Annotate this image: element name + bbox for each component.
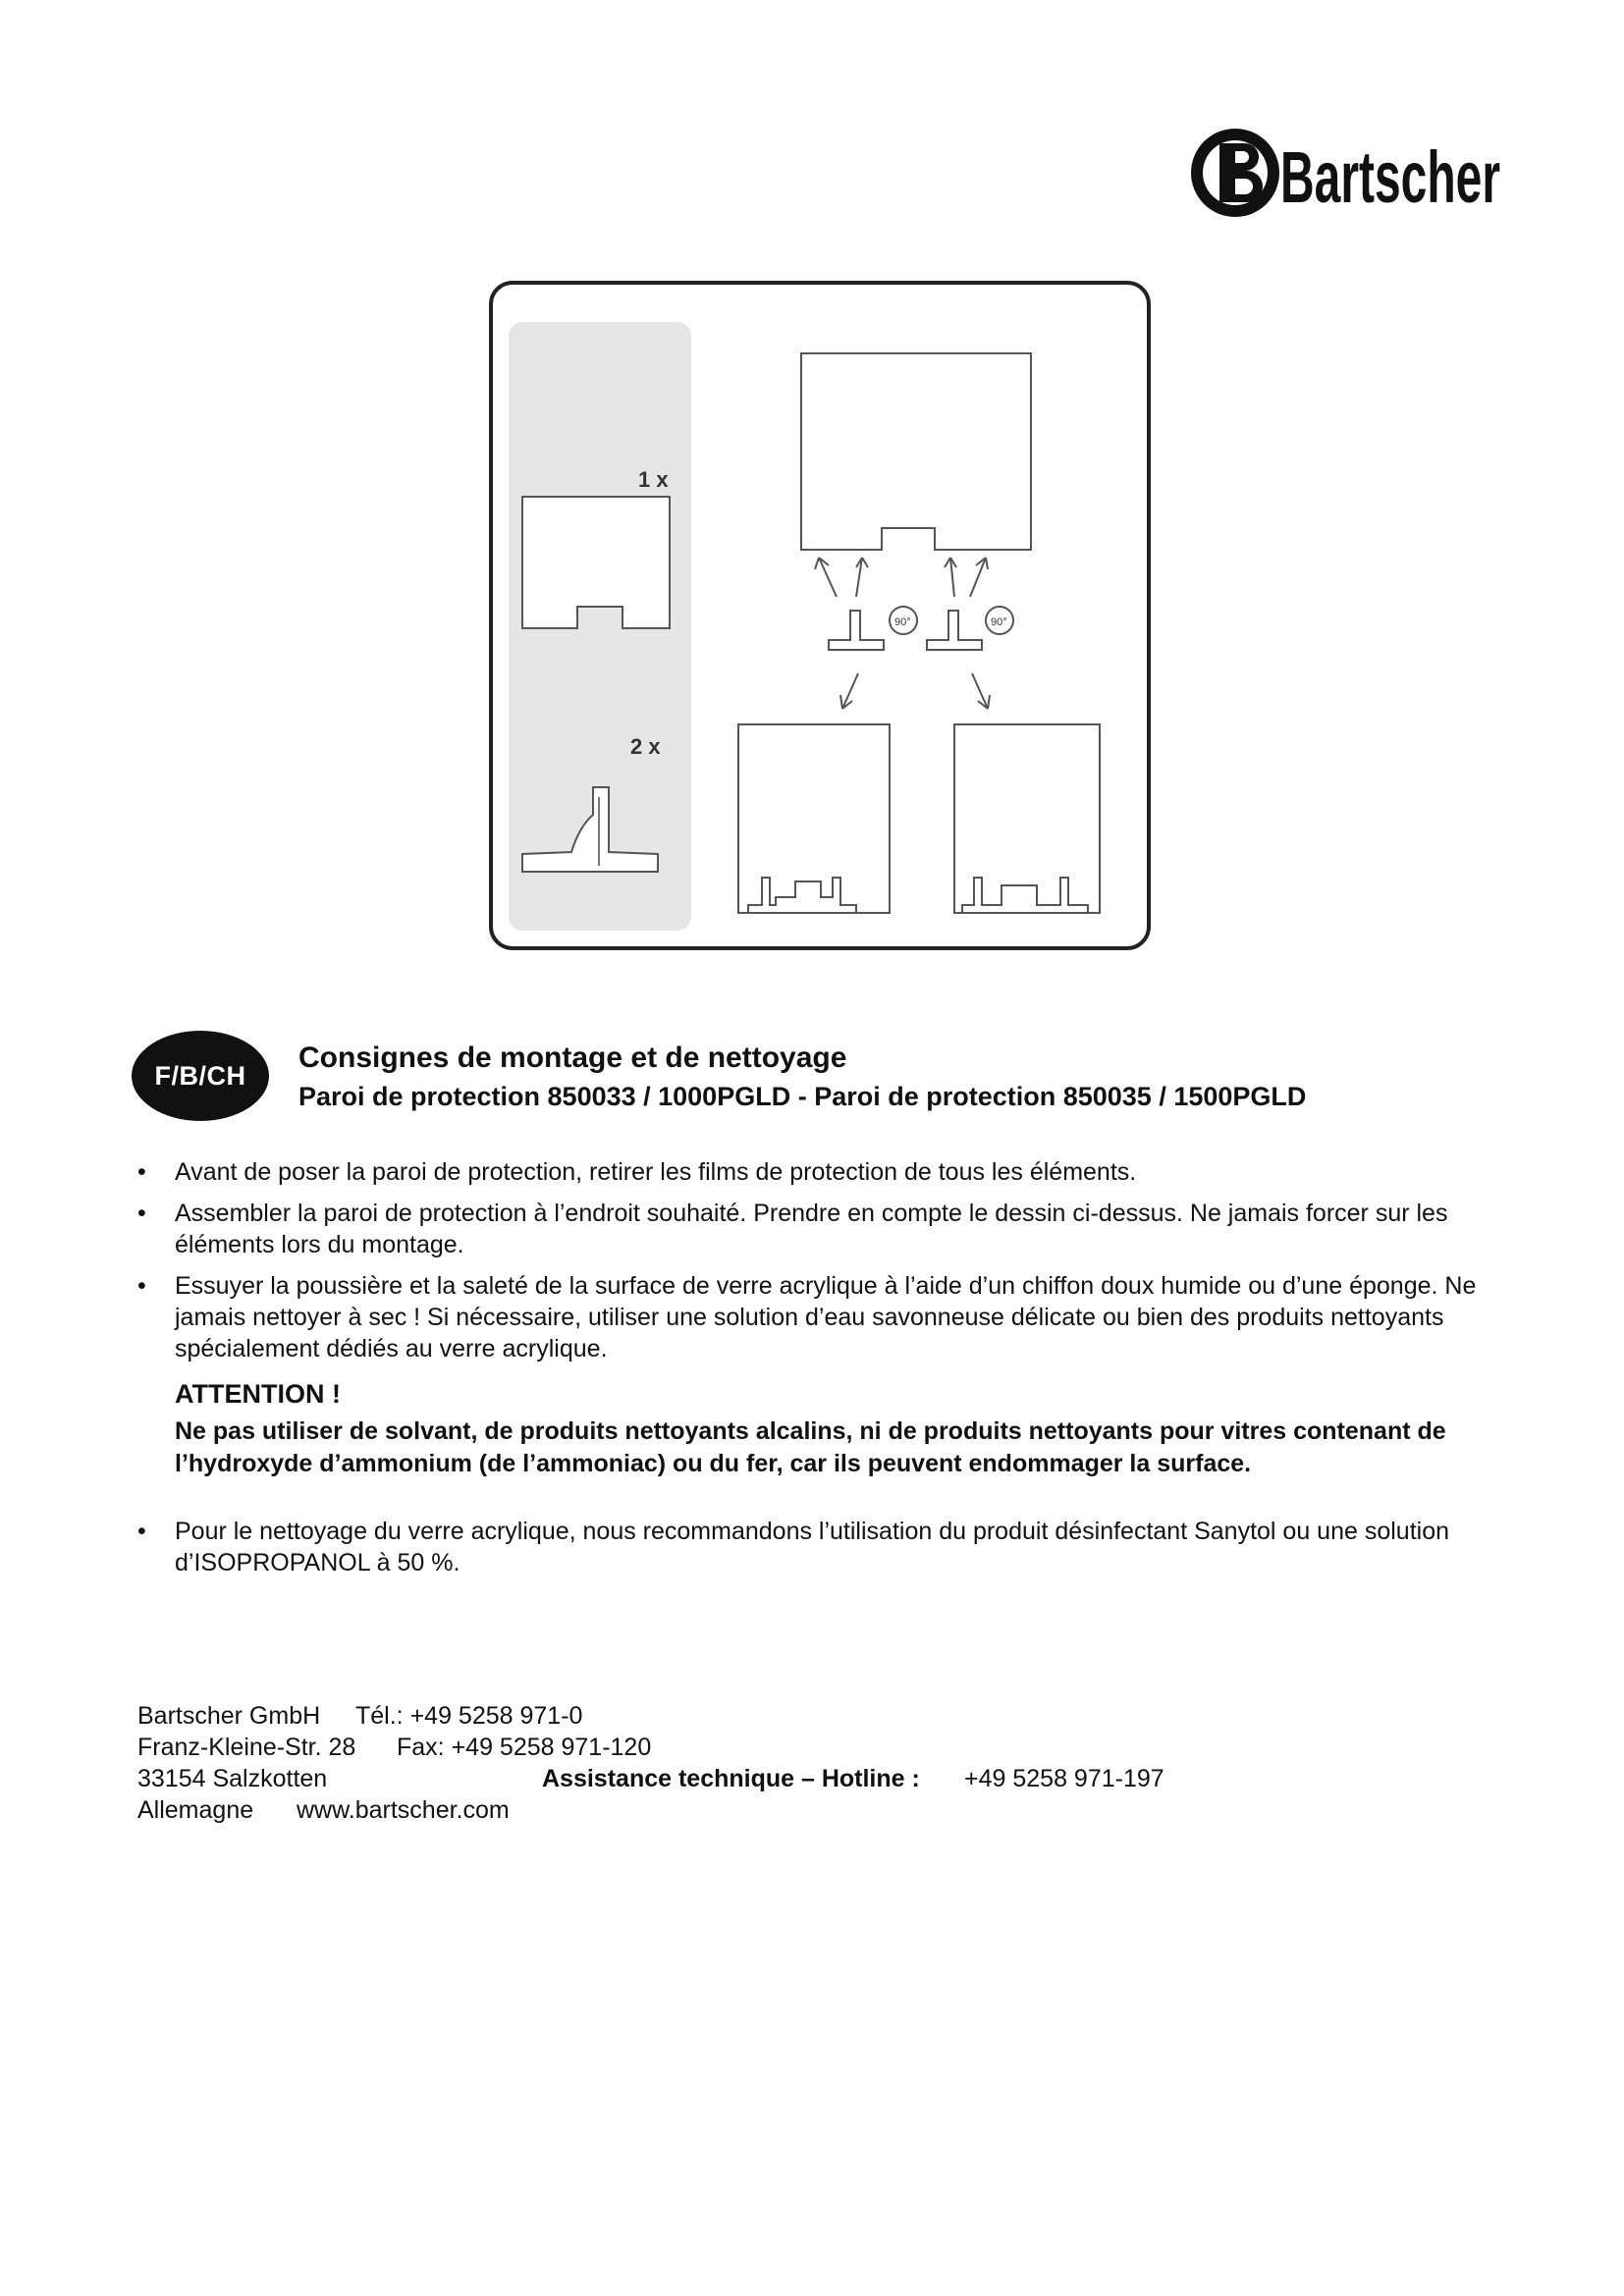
list-item-text: Assembler la paroi de protection à l’endroit souhaité. Prendre en compte le dessin ci-dessus. Ne jamais forcer sur les éléments lors du montage. (175, 1200, 1448, 1258)
quantity-2x-label: 2 x (630, 734, 661, 759)
page-title: Consignes de montage et de nettoyage (298, 1041, 847, 1074)
bullet-icon: • (137, 1272, 146, 1300)
list-item (128, 1198, 1502, 1260)
heading-block (298, 1041, 1306, 1113)
rotation-label-right: 90° (991, 616, 1007, 628)
bullet-icon: • (137, 1518, 146, 1545)
hotline-number: +49 5258 971-197 (964, 1765, 1164, 1792)
bullet-icon: • (137, 1158, 146, 1186)
language-badge: F/B/CH (132, 1031, 269, 1121)
company-name: Bartscher GmbH (137, 1702, 321, 1730)
list-item (128, 1270, 1502, 1364)
quantity-1x-label: 1 x (638, 467, 669, 492)
brand-name: Bartscher (1280, 136, 1500, 218)
list-item-text: Pour le nettoyage du verre acrylique, nous recommandons l’utilisation du produit désinfectant Sanytol ou une solution d’ISOPROPANOL à 50 %. (175, 1518, 1450, 1576)
panel-assembly-icon (801, 353, 1031, 550)
city-address: 33154 Salzkotten (137, 1765, 328, 1792)
country: Allemagne (137, 1796, 254, 1824)
hotline-label: Assistance technique – Hotline : (542, 1765, 920, 1792)
attention-text: Ne pas utiliser de solvant, de produits nettoyants alcalins, ni de produits nettoyants pour vitres contenant de l’hydroxyde d’ammonium (de l’ammoniac) ou du fer, car ils peuvent endommager la surface. (175, 1417, 1446, 1477)
list-item-text: Avant de poser la paroi de protection, retirer les films de protection de tous les éléments. (175, 1158, 1137, 1186)
list-item (128, 1156, 1502, 1188)
bullet-icon: • (137, 1200, 146, 1227)
assembly-diagram (485, 277, 1155, 954)
phone-number: Tél.: +49 5258 971-0 (355, 1702, 583, 1730)
attention-title: ATTENTION ! (175, 1379, 341, 1409)
website-link[interactable]: www.bartscher.com (297, 1796, 510, 1824)
contact-footer (137, 1700, 1414, 1826)
list-item (128, 1516, 1502, 1578)
instruction-list (128, 1156, 1502, 1588)
list-item-text: Essuyer la poussière et la saleté de la surface de verre acrylique à l’aide d’un chiffon doux humide ou d’une éponge. Ne jamais nettoyer à sec ! Si nécessaire, utiliser une solution d’eau savonneuse délicate ou bien des produits nettoyants spécialement dédiés au verre acrylique. (175, 1272, 1477, 1362)
street-address: Franz-Kleine-Str. 28 (137, 1734, 356, 1761)
bartscher-logo (1190, 122, 1504, 224)
fax-number: Fax: +49 5258 971-120 (397, 1734, 652, 1761)
rotation-label-left: 90° (894, 616, 911, 628)
attention-block (128, 1376, 1502, 1480)
page-subtitle: Paroi de protection 850033 / 1000PGLD - Paroi de protection 850035 / 1500PGLD (298, 1082, 1307, 1111)
